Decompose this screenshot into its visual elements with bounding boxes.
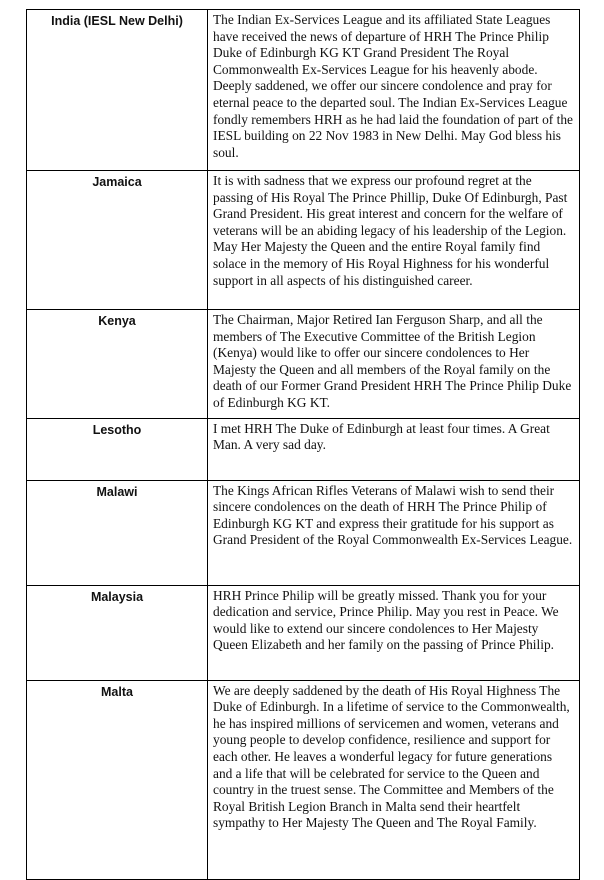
table-row bbox=[27, 171, 580, 310]
message-cell: HRH Prince Philip will be greatly missed. Thank you for your dedication and service, Prince Philip. May you rest in Peace. We would like to extend our sincere condolences to Her Majesty Queen Elizabeth and her family on the passing of Prince Philip. bbox=[208, 585, 580, 680]
country-cell: Malta bbox=[27, 680, 208, 879]
message-cell: We are deeply saddened by the death of His Royal Highness The Duke of Edinburgh. In a lifetime of service to the Commonwealth, he has inspired millions of servicemen and women, veterans and young people to develop confidence, resilience and support for each other. He leaves a wonderful legacy for future generations and a life that will be celebrated for service to the Queen and country in the truest sense. The Committee and Members of the Royal British Legion Branch in Malta send their heartfelt sympathy to Her Majesty The Queen and The Royal Family. bbox=[208, 680, 580, 879]
message-cell: It is with sadness that we express our profound regret at the passing of His Royal The Prince Phillip, Duke Of Edinburgh, Past Grand President. His great interest and concern for the welfare of veterans will be an abiding legacy of his leadership of the Legion. May Her Majesty the Queen and the entire Royal family find solace in the memory of His Royal Highness for his wonderful support in all aspects of his distinguished career. bbox=[208, 171, 580, 310]
message-cell: The Kings African Rifles Veterans of Malawi wish to send their sincere condolences on the death of HRH The Prince Philip of Edinburgh KG KT and express their gratitude for his support as Grand President of the Royal Commonwealth Ex-Services League. bbox=[208, 480, 580, 585]
country-cell: Lesotho bbox=[27, 418, 208, 480]
country-cell: India (IESL New Delhi) bbox=[27, 10, 208, 171]
table-row bbox=[27, 585, 580, 680]
table-row bbox=[27, 680, 580, 879]
country-cell: Jamaica bbox=[27, 171, 208, 310]
country-cell: Malawi bbox=[27, 480, 208, 585]
condolence-table bbox=[26, 9, 580, 880]
message-cell: The Chairman, Major Retired Ian Ferguson Sharp, and all the members of The Executive Committee of the British Legion (Kenya) would like to offer our sincere condolences to Her Majesty the Queen and all members of the Royal family on the death of our Former Grand President HRH The Prince Philip Duke of Edinburgh KG KT. bbox=[208, 310, 580, 419]
country-cell: Kenya bbox=[27, 310, 208, 419]
table-row bbox=[27, 310, 580, 419]
message-cell: The Indian Ex-Services League and its affiliated State Leagues have received the news of departure of HRH The Prince Philip Duke of Edinburgh KG KT Grand President The Royal Commonwealth Ex-Services League for his heavenly abode. Deeply saddened, we offer our sincere condolence and pray for eternal peace to the departed soul. The Indian Ex-Services League fondly remembers HRH as he had laid the foundation of part of the IESL building on 22 Nov 1983 in New Delhi. May God bless his soul. bbox=[208, 10, 580, 171]
table-row bbox=[27, 418, 580, 480]
table-row bbox=[27, 480, 580, 585]
country-cell: Malaysia bbox=[27, 585, 208, 680]
message-cell: I met HRH The Duke of Edinburgh at least four times. A Great Man. A very sad day. bbox=[208, 418, 580, 480]
table-row bbox=[27, 10, 580, 171]
